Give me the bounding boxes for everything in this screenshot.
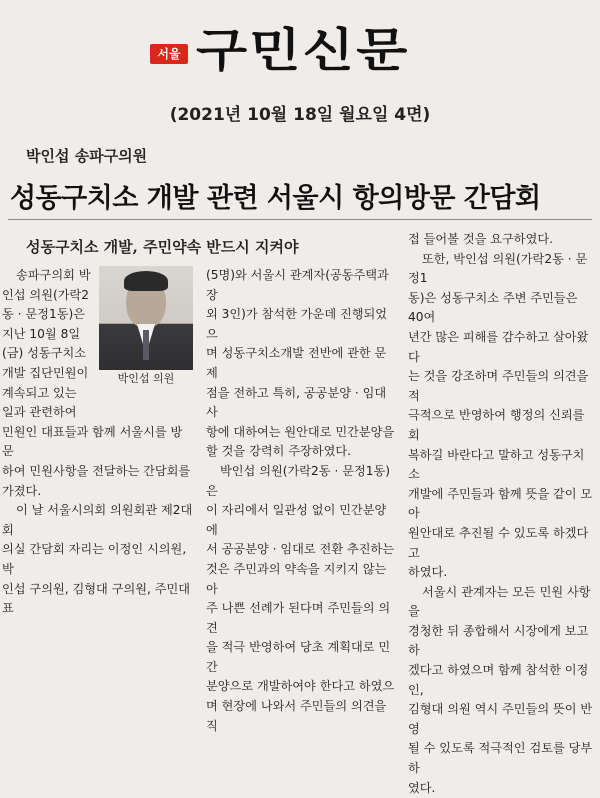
body-line: 였다.	[408, 780, 436, 795]
newspaper-logo: 구민신문	[196, 23, 410, 77]
body-line: 할 것을 강력히 주장하였다.	[206, 444, 352, 459]
body-line: 의실 간담회 자리는 이정인 시의원, 박	[2, 542, 187, 576]
body-line: 박인섭 의원(가락2동 · 문정1동)은	[206, 463, 391, 498]
body-line: 개발에 주민들과 함께 뜻을 같이 모아	[408, 486, 593, 521]
article-headline: 성동구치소 개발 관련 서울시 항의방문 간담회	[10, 183, 541, 214]
body-line: 것은 주민과의 약속을 지키지 않는 아	[206, 561, 387, 596]
photo-caption: 박인섭 의원	[117, 372, 175, 385]
body-column-1	[2, 266, 194, 619]
body-line: 하여 민원사항을 전달하는 간담회를	[2, 463, 191, 478]
body-line: 는 것을 강조하며 주민들의 의견을 적	[408, 369, 589, 403]
body-line: 송파구의회 박	[16, 268, 91, 282]
body-line: (5명)와 서울시 관계자(공동주택과장	[206, 268, 389, 302]
publication-dateline: (2021년 10월 18일 월요일 4면)	[169, 105, 431, 125]
body-line: 점을 전하고 특히, 공공분양 · 임대사	[206, 385, 387, 420]
body-line: 복하길 바란다고 말하고 성동구치소	[408, 447, 585, 482]
body-line: 년간 많은 피해를 감수하고 살아왔다	[408, 329, 589, 364]
article-author: 박인섭 송파구의원	[26, 147, 148, 165]
body-line: 서 공공분양 · 임대로 전환 추진하는	[206, 542, 395, 557]
body-line: 가졌다.	[2, 483, 42, 498]
body-line: 을 적극 반영하여 당초 계획대로 민간	[206, 640, 391, 674]
body-line: 원안대로 추진될 수 있도록 하겠다고	[408, 525, 589, 560]
body-line: 민원인 대표들과 함께 서울시를 방문	[2, 424, 183, 459]
body-line: 김형대 의원 역시 주민들의 뜻이 반영	[408, 702, 593, 736]
body-line: 인섭 의원(가락2	[2, 287, 90, 302]
region-badge: 서울	[150, 44, 188, 64]
body-line: 외 3인)가 참석한 가운데 진행되었으	[206, 307, 388, 341]
body-line: 인섭 구의원, 김형대 구의원, 주민대표	[2, 581, 191, 616]
body-line: 될 수 있도록 적극적인 검토를 당부하	[408, 741, 593, 776]
body-line: 개발 집단민원이	[2, 365, 89, 380]
body-line: 겠다고 하였으며 함께 참석한 이정인,	[408, 663, 589, 697]
body-line: 하였다.	[408, 565, 448, 580]
body-line: 경청한 뒤 종합해서 시장에게 보고하	[408, 623, 589, 658]
body-line: 항에 대하여는 원안대로 민간분양을	[206, 424, 395, 439]
body-line: 이 자리에서 일관성 없이 민간분양에	[206, 503, 387, 537]
body-line: 동)은 성동구치소 주변 주민들은 40여	[408, 290, 578, 325]
body-line: 서울시 관계자는 모든 민원 사항을	[408, 584, 591, 619]
masthead	[0, 0, 600, 95]
body-line: 극적으로 반영하여 행정의 신뢰를 회	[408, 408, 585, 442]
body-line: 동 · 문정1동)은	[2, 307, 85, 322]
body-line: 지난 10월 8일	[2, 326, 81, 341]
body-column-3	[408, 230, 596, 798]
body-line: 일과 관련하여	[2, 405, 77, 420]
body-line: 분양으로 개발하여야 한다고 하였으	[206, 679, 395, 694]
article-subhead: 성동구치소 개발, 주민약속 반드시 지켜야	[26, 238, 299, 256]
body-line: 며 성동구치소개발 전반에 관한 문제	[206, 346, 387, 380]
body-line: 주 나쁜 선례가 된다며 주민들의 의견	[206, 601, 391, 635]
body-line: 이 날 서울시의회 의원회관 제2대회	[2, 503, 193, 537]
headline-divider	[8, 219, 592, 220]
body-line: 계속되고 있는	[2, 385, 77, 400]
body-line: 며 현장에 나와서 주민들의 의견을 직	[206, 699, 387, 733]
body-column-2	[206, 266, 396, 736]
body-line: (금) 성동구치소	[2, 346, 87, 361]
body-line: 또한, 박인섭 의원(가락2동 · 문정1	[408, 251, 588, 286]
body-line: 접 들어볼 것을 요구하였다.	[408, 232, 554, 246]
